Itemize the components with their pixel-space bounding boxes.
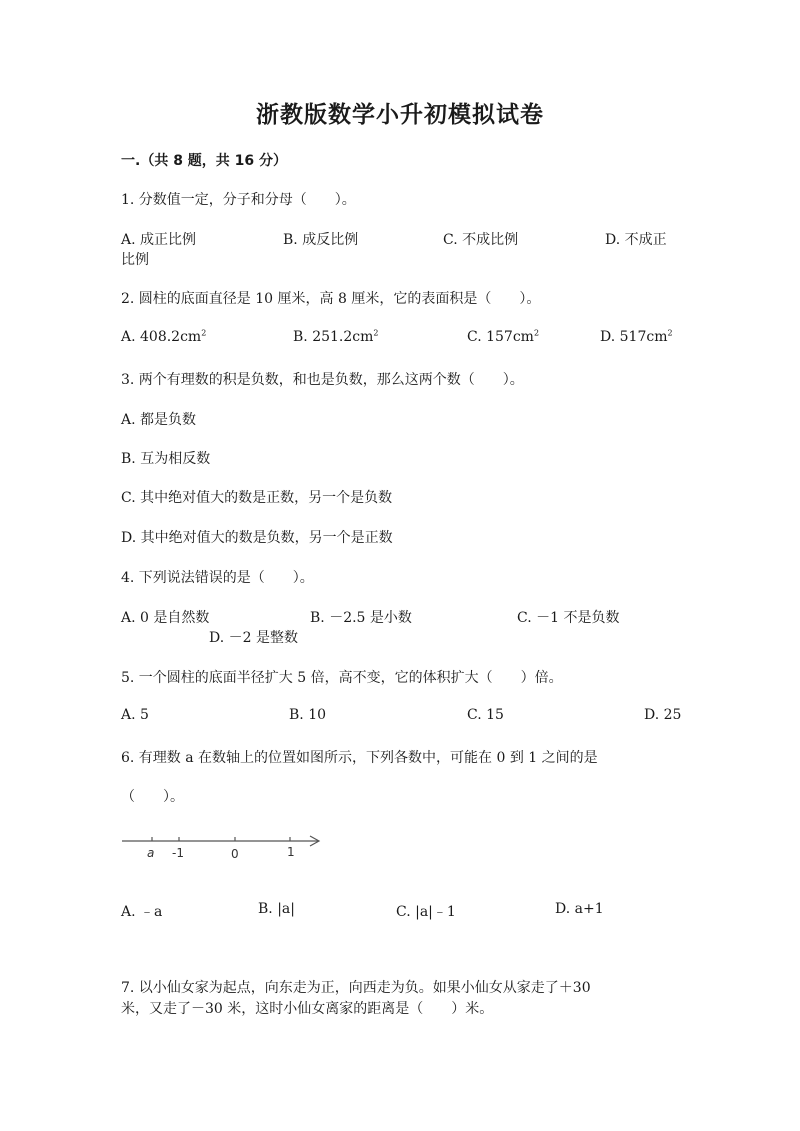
q2-option-b: B. $251.2cm^2$	[293, 328, 379, 345]
q4-option-a: A. 0 是自然数	[121, 610, 210, 626]
q1-option-a: A. 成正比例	[121, 232, 197, 248]
q3-option-c: C. 其中绝对值大的数是正数，另一个是负数	[121, 490, 393, 506]
q3-option-d: D. 其中绝对值大的数是负数，另一个是正数	[121, 530, 393, 546]
number-line-figure	[110, 826, 340, 866]
question-4-stem: 4. 下列说法错误的是（ ）。	[121, 570, 314, 586]
question-6-stem: 6. 有理数 a 在数轴上的位置如图所示，下列各数中，可能在 0 到 1 之间的是	[121, 750, 598, 766]
q1-option-d-wrap: 比例	[121, 252, 149, 268]
question-6-stem-cont: （ ）。	[121, 789, 184, 805]
q4-option-b: B. －2.5 是小数	[310, 610, 412, 626]
q1-option-c: C. 不成比例	[443, 232, 519, 248]
q3-option-b: B. 互为相反数	[121, 451, 211, 467]
question-1-stem: 1. 分数值一定，分子和分母（ ）。	[121, 192, 356, 208]
q1-option-d: D. 不成正	[605, 232, 667, 248]
section-heading: 一.（共 8 题，共 16 分）	[121, 153, 288, 169]
q6-option-a: A. ﹣a	[121, 904, 163, 920]
label-1: 1	[287, 845, 295, 859]
question-2-stem: 2. 圆柱的底面直径是 10 厘米，高 8 厘米，它的表面积是（ ）。	[121, 291, 541, 307]
label-minus-1: -1	[172, 846, 184, 860]
q2-option-a: A. $408.2cm^2$	[121, 328, 207, 345]
q6-option-d: D. a+1	[555, 901, 604, 917]
q4-option-c: C. －1 不是负数	[517, 610, 620, 626]
q5-option-b: B. 10	[289, 707, 327, 723]
q6-option-c: C. |a|﹣1	[396, 904, 456, 920]
question-3-stem: 3. 两个有理数的积是负数，和也是负数，那么这两个数（ ）。	[121, 372, 524, 388]
q3-option-a: A. 都是负数	[121, 412, 197, 428]
question-7-stem: 7. 以小仙女家为起点，向东走为正，向西走为负。如果小仙女从家走了＋30	[121, 980, 591, 996]
q5-option-d: D. 25	[644, 707, 682, 723]
q1-option-b: B. 成反比例	[283, 232, 359, 248]
q2-option-d: D. $517cm^2$	[600, 328, 673, 345]
q5-option-a: A. 5	[121, 707, 149, 723]
q6-option-b: B. |a|	[258, 901, 295, 917]
label-0: 0	[231, 847, 239, 861]
q2-option-c: C. $157cm^2$	[467, 328, 540, 345]
label-a: a	[147, 846, 155, 860]
q4-option-d: D. －2 是整数	[209, 630, 298, 646]
q5-option-c: C. 15	[467, 707, 504, 723]
question-5-stem: 5. 一个圆柱的底面半径扩大 5 倍，高不变，它的体积扩大（ ）倍。	[121, 670, 563, 686]
page-title: 浙教版数学小升初模拟试卷	[256, 102, 544, 128]
question-7-stem-cont: 米，又走了－30 米，这时小仙女离家的距离是（ ）米。	[121, 1001, 494, 1017]
